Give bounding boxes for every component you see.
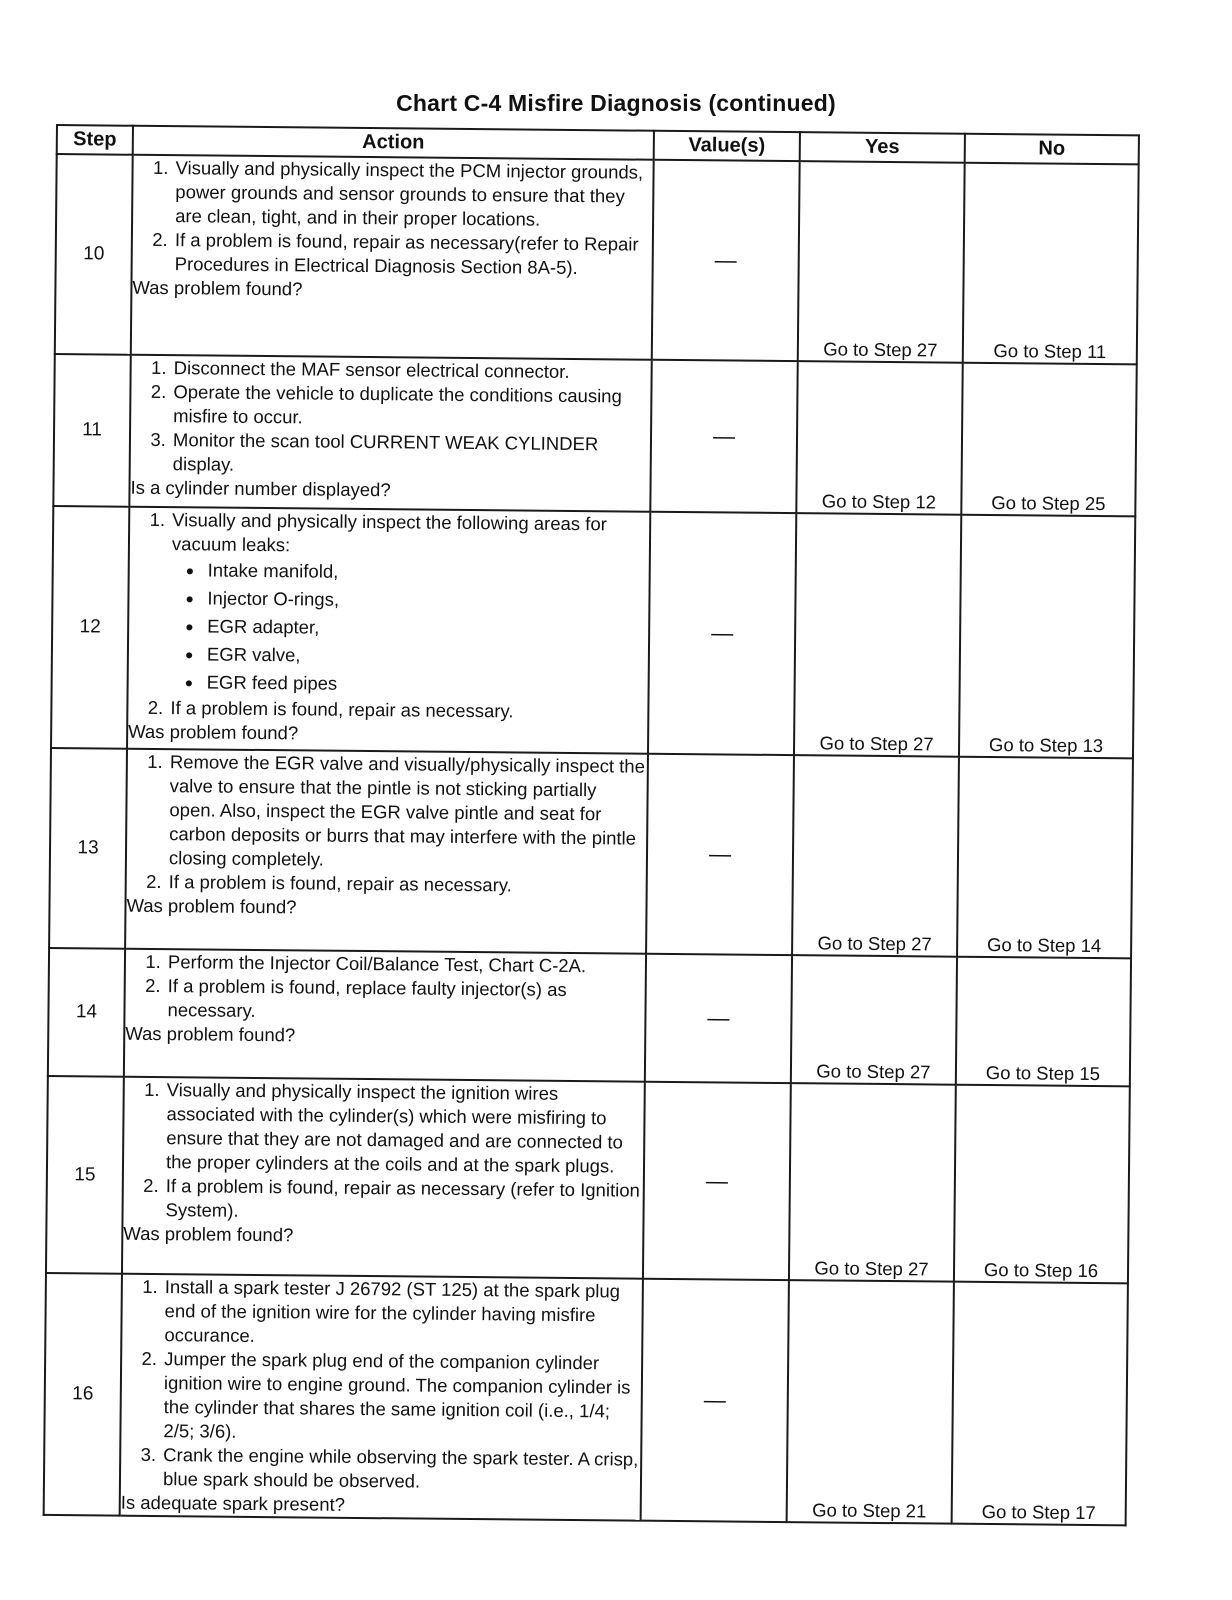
no-cell: Go to Step 25 <box>961 363 1136 517</box>
step-question: Was problem found? <box>126 894 297 918</box>
yes-cell: Go to Step 27 <box>789 1083 956 1282</box>
action-item-text: Visually and physically inspect the following areas for vacuum leaks: <box>171 509 607 556</box>
step-question: Was problem found? <box>128 720 299 744</box>
yes-cell: Go to Step 27 <box>798 161 965 363</box>
action-list <box>127 750 647 899</box>
no-cell: Go to Step 14 <box>957 757 1133 959</box>
action-item: 2. If a problem is found, repair as necessary. <box>167 870 646 899</box>
step-question: Was problem found? <box>132 276 303 300</box>
action-item: 2. If a problem is found, repair as necessary(refer to Repair Procedures in Electrical Diagnosis Section 8A-5). <box>173 228 652 281</box>
header-no: No <box>965 134 1139 165</box>
step-number: 14 <box>48 948 125 1077</box>
value-cell: — <box>646 754 794 955</box>
header-action: Action <box>133 126 654 160</box>
bullet-text: EGR adapter, <box>207 615 320 638</box>
header-step: Step <box>57 125 133 155</box>
value-cell: — <box>650 360 797 513</box>
step-number: 15 <box>46 1076 124 1274</box>
action-list <box>121 1275 642 1496</box>
no-cell: Go to Step 17 <box>952 1282 1128 1526</box>
bullet-text: EGR valve, <box>206 643 301 666</box>
yes-cell: Go to Step 12 <box>796 361 962 515</box>
action-item: 2. Jumper the spark plug end of the companion cylinder ignition wire to engine ground. The companion cylinder is the cylinder that shares the same ignition coil (i.e., 1/4; 2/5; 3/6). <box>161 1347 641 1448</box>
action-item: 2. If a problem is found, repair as necessary (refer to Ignition System). <box>163 1174 642 1227</box>
bullet-text: EGR feed pipes <box>206 671 338 694</box>
action-item <box>169 508 650 701</box>
action-list <box>133 156 653 281</box>
bullet-item <box>185 612 648 644</box>
no-cell: Go to Step 16 <box>954 1085 1130 1284</box>
table-row <box>48 948 1131 1086</box>
table-row <box>49 748 1133 958</box>
bullet-item <box>185 640 648 672</box>
step-question: Was problem found? <box>123 1222 294 1246</box>
table-row <box>53 354 1136 516</box>
action-cell <box>127 507 650 754</box>
action-item: 1. Disconnect the MAF sensor electrical connector. <box>172 356 651 385</box>
header-values: Value(s) <box>654 131 800 161</box>
action-list <box>128 508 649 725</box>
action-item: 2. Operate the vehicle to duplicate the conditions causing misfire to occur. <box>171 380 650 433</box>
action-list <box>131 356 651 481</box>
action-item: 1. Visually and physically inspect the PCM injector grounds, power grounds and sensor grounds to ensure that they are clean, tight, and in their proper locations. <box>173 156 653 233</box>
action-cell <box>129 355 651 512</box>
action-cell <box>124 949 646 1082</box>
diagnosis-table <box>43 124 1140 1526</box>
yes-cell: Go to Step 27 <box>792 755 959 957</box>
action-list <box>123 1078 643 1227</box>
header-yes: Yes <box>800 132 965 163</box>
action-list <box>125 950 645 1027</box>
bullet-text: Injector O-rings, <box>207 587 340 610</box>
no-cell: Go to Step 15 <box>956 957 1131 1087</box>
step-number: 10 <box>55 154 133 355</box>
bullet-icon: ● <box>184 646 194 663</box>
bullet-text: Intake manifold, <box>207 559 339 582</box>
action-item: 1. Remove the EGR valve and visually/physically inspect the valve to ensure that the pintle is not sticking partially open. Also, inspect the EGR valve pintle and seat for carbon deposits or burrs that may interfere with the pintle closing completely. <box>167 750 647 875</box>
step-number: 16 <box>44 1273 122 1516</box>
yes-cell: Go to Step 27 <box>794 513 961 757</box>
action-item: 2. If a problem is found, replace faulty injector(s) as necessary. <box>165 974 644 1027</box>
value-cell: — <box>641 1279 789 1522</box>
action-item: 1. Perform the Injector Coil/Balance Test, Chart C-2A. <box>166 950 645 979</box>
action-item: 3. Crank the engine while observing the spark tester. A crisp, blue spark should be observed. <box>161 1443 640 1496</box>
step-question: Was problem found? <box>125 1022 296 1046</box>
value-cell: — <box>652 160 800 361</box>
action-cell <box>125 749 648 954</box>
value-cell: — <box>645 954 792 1083</box>
action-cell <box>120 1274 643 1521</box>
step-number: 11 <box>53 354 130 507</box>
table-row <box>44 1273 1128 1525</box>
vacuum-leak-areas <box>171 556 649 701</box>
value-cell: — <box>648 512 796 755</box>
action-item: 1. Install a spark tester J 26792 (ST 125) at the spark plug end of the ignition wire for the cylinder having misfire occurance. <box>162 1275 642 1352</box>
bullet-icon: ● <box>185 562 195 579</box>
value-cell: — <box>643 1082 791 1280</box>
chart-title: Chart C-4 Misfire Diagnosis (continued) <box>396 90 836 116</box>
bullet-item <box>185 584 648 616</box>
step-number: 13 <box>49 748 127 949</box>
bullet-item <box>185 668 648 700</box>
table-row <box>55 154 1139 364</box>
step-question: Is adequate spark present? <box>120 1491 346 1515</box>
action-cell <box>131 155 654 360</box>
yes-cell: Go to Step 21 <box>787 1280 954 1524</box>
action-item: 3. Monitor the scan tool CURRENT WEAK CYLINDER display. <box>171 428 650 481</box>
bullet-icon: ● <box>185 590 194 607</box>
action-item: 1. Visually and physically inspect the ignition wires associated with the cylinder(s) which were misfiring to ensure that they are not damaged and are connected to the proper cylinders at the coils and at the spark plugs. <box>164 1078 644 1179</box>
no-cell: Go to Step 13 <box>959 515 1135 759</box>
bullet-icon: ● <box>184 674 194 691</box>
no-cell: Go to Step 11 <box>963 163 1139 365</box>
yes-cell: Go to Step 27 <box>791 955 957 1085</box>
bullet-icon: ● <box>185 618 194 635</box>
step-question: Is a cylinder number displayed? <box>130 476 391 501</box>
table-row <box>46 1076 1130 1283</box>
step-number: 12 <box>51 506 129 749</box>
action-item: 2. If a problem is found, repair as necessary. <box>168 696 647 725</box>
table-row <box>51 506 1135 758</box>
action-cell <box>122 1077 645 1279</box>
bullet-item <box>186 556 649 588</box>
